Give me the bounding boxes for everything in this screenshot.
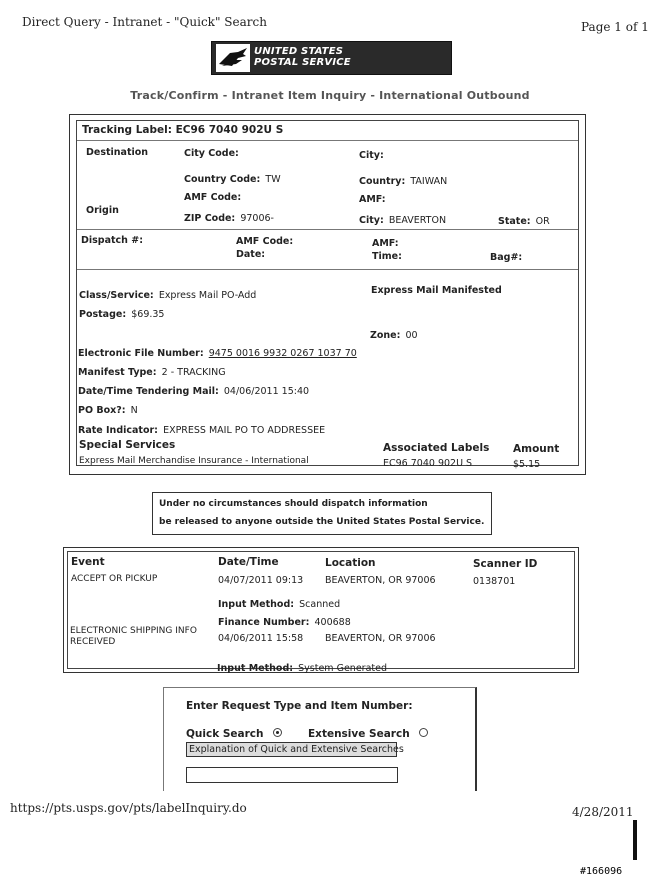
zone-value: 00	[405, 330, 418, 341]
document-stamp: #166096	[580, 866, 623, 877]
dest-amf-code	[184, 185, 241, 204]
quick-search-label: Quick Search	[186, 728, 264, 740]
extensive-search-radio[interactable]	[419, 728, 428, 737]
po-box	[78, 398, 138, 417]
zone	[370, 323, 418, 342]
event-2-location: BEAVERTON, OR 97006	[325, 633, 436, 644]
efn-link[interactable]: 9475 0016 9932 0267 1037 70	[208, 348, 357, 359]
origin-zip-label: ZIP Code:	[184, 213, 236, 224]
tracking-label-title: Tracking Label:	[82, 124, 172, 136]
amount-header: Amount	[513, 443, 560, 455]
dispatch-amf-code-label: AMF Code:	[236, 236, 294, 247]
event-2-name-line-1: ELECTRONIC SHIPPING INFO	[70, 626, 197, 636]
logo-line-1: UNITED STATES	[254, 46, 344, 57]
origin-label: Origin	[86, 205, 119, 216]
event-2-name-line-2: RECEIVED	[70, 637, 116, 647]
special-services-header: Special Services	[79, 439, 176, 451]
extensive-search-label: Extensive Search	[308, 728, 410, 740]
finance-number-label: Finance Number:	[218, 617, 310, 628]
class-service-label: Class/Service:	[79, 290, 154, 301]
location-header: Location	[325, 557, 376, 569]
event-1-finance-number	[218, 610, 351, 629]
event-1-datetime: 04/07/2011 09:13	[218, 575, 304, 586]
origin-state	[498, 209, 550, 228]
origin-state-label: State:	[498, 216, 531, 227]
associated-labels-header: Associated Labels	[383, 442, 490, 454]
dest-amf-code-label: AMF Code:	[184, 192, 242, 203]
dispatch-amf-label: AMF:	[372, 238, 399, 249]
dest-country-code-label: Country Code:	[184, 174, 261, 185]
divider	[77, 140, 578, 141]
window-title: Direct Query - Intranet - "Quick" Search	[22, 15, 267, 29]
manifested-label: Express Mail Manifested	[371, 285, 502, 296]
origin-state-value: OR	[535, 216, 550, 227]
page-url: https://pts.usps.gov/pts/labelInquiry.do	[10, 801, 247, 815]
dest-amf-label: AMF:	[359, 194, 386, 205]
destination-label: Destination	[86, 147, 149, 158]
dispatch-bag-label: Bag#:	[490, 252, 523, 263]
dispatch-label: Dispatch #:	[81, 235, 144, 246]
event-1-location: BEAVERTON, OR 97006	[325, 575, 436, 586]
tracking-details-inner	[76, 120, 579, 470]
request-title: Enter Request Type and Item Number:	[186, 700, 413, 712]
efn-label: Electronic File Number:	[78, 348, 204, 359]
postage-value: $69.35	[131, 309, 165, 320]
event-2-datetime: 04/06/2011 15:58	[218, 633, 304, 644]
event-1-input-method	[218, 592, 340, 611]
input-method-value: Scanned	[299, 599, 341, 610]
origin-city	[359, 208, 446, 227]
page-number: Page 1 of 1	[581, 20, 649, 34]
input-method-label: Input Method:	[218, 599, 295, 610]
dest-city-label: City:	[359, 150, 384, 161]
extensive-search-option[interactable]	[308, 722, 428, 741]
dest-country-code	[184, 167, 281, 186]
amount-value: $5.15	[513, 459, 541, 470]
input-method-label: Input Method:	[217, 663, 294, 674]
quick-search-option[interactable]	[186, 722, 282, 741]
page-title: Track/Confirm - Intranet Item Inquiry - International Outbound	[130, 89, 530, 102]
associated-labels-value: EC96 7040 902U S	[383, 458, 473, 469]
notice-line-1: Under no circumstances should dispatch information	[159, 499, 428, 509]
event-1-name: ACCEPT OR PICKUP	[71, 574, 158, 584]
rate-indicator-value: EXPRESS MAIL PO TO ADDRESSEE	[163, 425, 326, 436]
usps-logo	[211, 41, 452, 75]
datetime-header: Date/Time	[218, 556, 279, 568]
dispatch-notice	[152, 492, 492, 535]
finance-number-value: 400688	[314, 617, 351, 628]
event-header: Event	[71, 556, 105, 568]
class-service-value: Express Mail PO-Add	[158, 290, 257, 301]
postage-label: Postage:	[79, 309, 127, 320]
dest-country-label: Country:	[359, 176, 406, 187]
scanner-id-header: Scanner ID	[473, 558, 538, 570]
eagle-icon	[216, 44, 250, 72]
item-number-input[interactable]	[186, 767, 398, 783]
dispatch-time-label: Time:	[372, 251, 402, 262]
explanation-button[interactable]: Explanation of Quick and Extensive Searches	[186, 742, 397, 757]
request-panel	[163, 687, 477, 791]
dispatch-date-label: Date:	[236, 249, 266, 260]
tendering-label: Date/Time Tendering Mail:	[78, 386, 219, 397]
origin-city-label: City:	[359, 215, 384, 226]
special-services-value: Express Mail Merchandise Insurance - International	[79, 456, 309, 466]
logo-line-2: POSTAL SERVICE	[254, 57, 351, 68]
events-box	[63, 547, 579, 673]
dest-amf	[359, 187, 386, 206]
notice-line-2: be released to anyone outside the United States Postal Service.	[159, 517, 485, 527]
dest-country-code-value: TW	[265, 174, 281, 185]
manifest-type	[78, 360, 226, 379]
class-service	[79, 283, 256, 302]
tracking-label-value: EC96 7040 902U S	[175, 124, 284, 136]
po-box-value: N	[130, 405, 138, 416]
origin-city-value: BEAVERTON	[388, 215, 447, 226]
origin-zip	[184, 206, 274, 225]
postage	[79, 302, 164, 321]
event-1-scanner-id: 0138701	[473, 576, 516, 587]
dest-city-code-label: City Code:	[184, 148, 239, 159]
print-date: 4/28/2011	[572, 805, 634, 819]
origin-zip-value: 97006-	[240, 213, 274, 224]
dest-country-value: TAIWAN	[410, 176, 448, 187]
divider	[77, 229, 578, 230]
input-method-value: System Generated	[298, 663, 387, 674]
po-box-label: PO Box?:	[78, 405, 126, 416]
manifest-type-label: Manifest Type:	[78, 367, 157, 378]
tracking-label	[82, 124, 283, 136]
divider	[77, 269, 578, 270]
tracking-details-box	[69, 114, 586, 475]
quick-search-radio[interactable]	[273, 728, 282, 737]
events-inner	[67, 551, 575, 674]
dest-country	[359, 169, 447, 188]
electronic-file-number	[78, 341, 357, 360]
rate-indicator-label: Rate Indicator:	[78, 425, 158, 436]
manifest-type-value: 2 - TRACKING	[161, 367, 226, 378]
event-2-input-method	[217, 656, 387, 675]
tendering-mail	[78, 379, 309, 398]
tendering-value: 04/06/2011 15:40	[223, 386, 310, 397]
zone-label: Zone:	[370, 330, 401, 341]
rate-indicator	[78, 418, 325, 437]
scan-edge	[633, 820, 637, 860]
